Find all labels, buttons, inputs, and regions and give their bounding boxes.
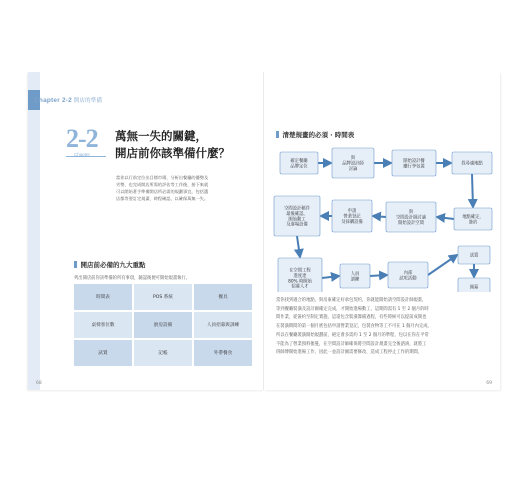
flow-node (274, 196, 320, 236)
page-title-line-2: 開店前你該準備什麼？ (115, 146, 230, 160)
intro-paragraph (116, 174, 256, 202)
flow-node-label: 試吃活動 (399, 276, 417, 282)
flow-node-label: 討論 (348, 167, 358, 172)
intro-line: 可以開始著手準備開店所必需的規劃事宜，包括選 (116, 189, 209, 194)
flow-node (452, 152, 492, 174)
flow-node-label: 內部 (403, 270, 413, 276)
flow-node-label: 品牌設計師 (342, 161, 364, 167)
body-line: 所以在餐廳裝潢開始規劃前，絕定會多需約 1 至 2 個月的準程，包以在你在平常 (276, 332, 429, 338)
flow-node-label: 營業登記 (343, 214, 361, 220)
flow-arrow (297, 236, 300, 257)
body-line: 間作業，從簽約至制定實施，這還包含裝潢籌備過程，有些時候可以提前成開也 (276, 315, 427, 321)
grid-cell: 餐具 (194, 284, 252, 310)
body-line: 班師傅開始進場工作，因此一並設計圖需要修改，造成工程停止工作的期間， (276, 350, 423, 356)
flow-node (458, 246, 490, 264)
flow-node-label: 與 (350, 156, 356, 162)
flow-node (388, 262, 428, 288)
grid-cell: 廚房設備 (134, 312, 192, 338)
flow-node-label: 品牌定位 (290, 164, 308, 170)
book-spread (28, 72, 500, 390)
grid-cell: 人員招募與訓練 (194, 312, 252, 338)
flow-node-label: 與 (408, 210, 414, 216)
flow-node (332, 148, 374, 178)
flow-node (280, 152, 318, 174)
body-line: 不能為了營業預料擔憂，在空間設計師確保將空間設計規畫完全後諮詢，就將工 (276, 341, 427, 347)
flow-node-label: 招募人才 (291, 284, 309, 290)
flow-node-label: 人員 (350, 271, 360, 277)
flow-node-label: 開始設計餐 (403, 158, 425, 164)
flow-arrow (437, 217, 454, 219)
timeline-heading-text: 清楚規畫的必須 ‧ 時間表 (282, 131, 355, 139)
section-number: 2-2 (66, 124, 98, 153)
intro-line: 當你以行前定位出目標市場、分析出餐廳的優勢及 (116, 175, 209, 180)
flow-arrow (322, 276, 339, 278)
flow-node (454, 208, 492, 230)
timeline-heading (276, 130, 354, 139)
flow-node-label: 開幕 (469, 285, 479, 291)
flow-arrow (428, 255, 457, 275)
flow-node-label: 及採購設備 (341, 220, 363, 225)
flow-node-label: 開始設計空間 (398, 221, 424, 226)
chapter-tab-band (28, 72, 40, 390)
flow-arrow (373, 216, 386, 217)
chapter-label-suffix: 開店的準備 (73, 98, 103, 104)
flow-node-label: 最後確認， (286, 211, 308, 217)
flow-node (332, 200, 372, 232)
grid-cell: 桌椅客位數 (74, 312, 132, 338)
flow-node-label: 廳行李包裝 (403, 164, 425, 170)
flow-node (458, 278, 490, 292)
section-description: 列出開店前你該準備的所有事項，隨認後便可開始規畫執行。 (74, 276, 191, 281)
nine-points-grid (74, 284, 252, 366)
flow-node-label: 地點確定， (462, 214, 484, 220)
grid-cell: 外帶餐食 (194, 340, 252, 366)
flow-node-label: 找尋適地點 (461, 161, 483, 167)
flow-arrows (297, 163, 474, 278)
flow-node-label: 訓練 (350, 277, 360, 283)
flow-node-label: 申請 (347, 209, 357, 215)
heading-bar (74, 261, 77, 268)
grid-cell: 記帳 (134, 340, 192, 366)
body-paragraph (276, 297, 492, 358)
flow-arrow (370, 275, 387, 276)
flow-node-label: 及進場設備 (286, 222, 308, 228)
flow-arrow (472, 174, 473, 207)
flow-node (386, 202, 436, 232)
body-line: 在裝潢期間的第一個月底包括申請營業登記，包裝食物等工不可在 1 個月內完成， (276, 324, 432, 330)
flow-node-label: 空間設計稿件 (284, 206, 310, 212)
flow-node (278, 258, 322, 292)
grid-cell: POS 系統 (134, 284, 192, 310)
page-number-left: 68 (36, 381, 42, 386)
flow-node-label: 進度達 (293, 273, 307, 279)
flow-node-label: 在空間工程 (289, 268, 311, 274)
left-page (28, 72, 264, 390)
flow-node (392, 150, 436, 176)
body-line: 等到餐廳裝潢及設計圖確定完成，才開始進場動工，這期間需有 1 至 2 個月的時 (276, 306, 429, 312)
intro-line: 店都等要訂定規畫、時程確認，以確保萬無一失。 (116, 196, 209, 201)
page-number-right: 69 (486, 381, 492, 386)
section-word: Chapter (74, 152, 91, 157)
flow-node-label: 試賣 (469, 253, 479, 259)
page-title-line-1: 萬無一失的關鍵， (115, 129, 207, 143)
flow-nodes (274, 148, 492, 292)
flow-node-label: 開始動工 (288, 217, 306, 223)
right-page (264, 72, 500, 390)
flow-node-label: 空間設計師討論 (395, 215, 427, 221)
intro-line: 劣勢、也完成開店所需的評估等工作後，接下來就 (116, 182, 209, 187)
chapter-label-number: Chapter 2-2 (34, 97, 72, 104)
chapter-label (34, 96, 102, 104)
grid-cell: 時間表 (74, 284, 132, 310)
flow-node-label: 簽約 (468, 220, 478, 226)
timeline-flowchart (268, 140, 496, 292)
grid-cell: 試賣 (74, 340, 132, 366)
heading-bar (276, 131, 279, 138)
section-heading-text: 開店前必備的九大重點 (80, 261, 146, 269)
body-line: 當你找到適合的地點，與房東確定好承包契約，你就能開始請空間設計師規畫， (276, 298, 427, 303)
flow-node-label: 80% 時開始 (288, 279, 312, 285)
section-heading (74, 260, 146, 269)
flow-node (340, 264, 370, 288)
flow-node-label: 確定餐廳 (290, 158, 308, 164)
